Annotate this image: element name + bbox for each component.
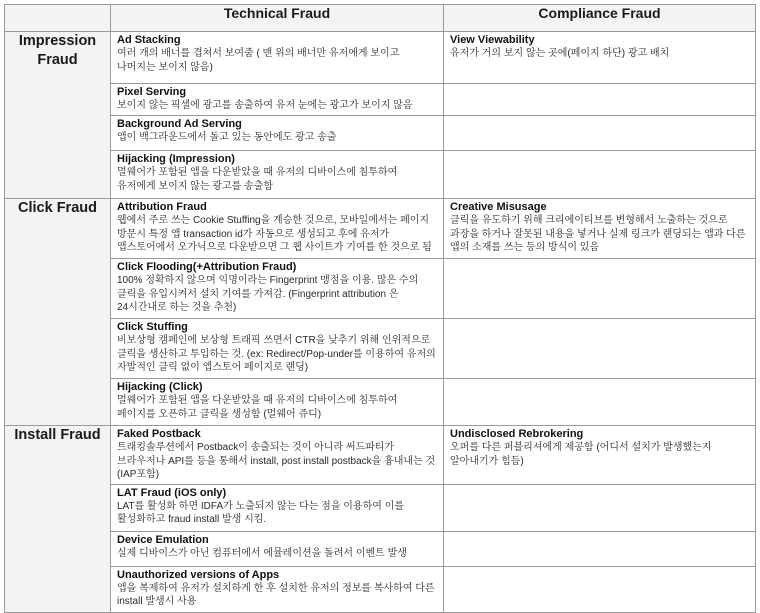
fraud-item-title: Faked Postback xyxy=(117,428,201,440)
fraud-item-title: View Viewability xyxy=(450,34,535,46)
compliance-fraud-cell xyxy=(444,426,756,485)
header-row xyxy=(5,5,756,32)
table-row xyxy=(5,379,756,426)
table-row xyxy=(5,484,756,531)
fraud-item-title: Click Stuffing xyxy=(117,321,188,333)
fraud-item-title: LAT Fraud (iOS only) xyxy=(117,486,227,499)
empty-compliance-cell xyxy=(444,531,756,566)
compliance-fraud-cell xyxy=(444,199,756,259)
table-row xyxy=(5,531,756,566)
fraud-item-title: Click Flooding(+Attribution Fraud) xyxy=(117,261,297,273)
technical-fraud-cell xyxy=(111,259,444,319)
fraud-item-description: 앱을 복제하여 유저가 설치하게 한 후 설치한 유저의 정보를 복사하여 다른 install 발생시 사용 xyxy=(117,582,435,607)
fraud-item-description: 트래킹솔루션에서 Postback이 송출되는 것이 아니라 써드파티가 브라우저나 API를 등을 통해서 install, post install postback을 흉내내는 것(IAP포함) xyxy=(117,442,436,480)
fraud-item-title: Hijacking (Impression) xyxy=(117,153,235,165)
fraud-item-description: 오퍼를 다른 퍼블리셔에게 제공함 (어디서 설치가 발생했는지 알아내기가 힘듬) xyxy=(450,442,712,467)
empty-compliance-cell xyxy=(444,379,756,426)
fraud-item-description: 웹에서 주로 쓰는 Cookie Stuffing을 계승한 것으로, 모바일에서는 페이지 방문시 특정 앱 transaction id가 자동으로 생성되고 후에 유저가 앱스토어에서 오가닉으로 다운받으면 그 웹 사이트가 기여를 한 것으로 됨 xyxy=(117,215,432,253)
fraud-item-description: 클릭을 유도하기 위해 크리에이티브를 변형해서 노출하는 것으로 과장을 하거나 잘못된 내용을 넣거나 실제 링크가 랜딩되는 앱과 다른 앱의 소재를 쓰는 등의 방식이 있음 xyxy=(450,215,746,253)
table-row xyxy=(5,151,756,199)
technical-fraud-header: Technical Fraud xyxy=(111,5,444,32)
empty-compliance-cell xyxy=(444,259,756,319)
technical-fraud-cell xyxy=(111,566,444,612)
fraud-item-description: 멀웨어가 포함된 앱을 다운받았을 때 유저의 디바이스에 침투하여 페이지를 오픈하고 클릭을 생성함 (멀웨어 쥬디) xyxy=(117,395,398,420)
table-row xyxy=(5,426,756,485)
technical-fraud-cell xyxy=(111,484,444,531)
table-row xyxy=(5,32,756,84)
corner-header-cell xyxy=(5,5,111,32)
table-row xyxy=(5,319,756,379)
fraud-item-title: Attribution Fraud xyxy=(117,201,207,213)
technical-fraud-cell xyxy=(111,426,444,485)
table-row xyxy=(5,199,756,259)
fraud-item-title: Device Emulation xyxy=(117,533,209,546)
technical-fraud-cell xyxy=(111,84,444,116)
empty-compliance-cell xyxy=(444,484,756,531)
category-install-fraud: Install Fraud xyxy=(5,426,111,613)
technical-fraud-cell xyxy=(111,116,444,151)
fraud-item-description: 비보상형 캠페인에 보상형 트래픽 쓰면서 CTR을 낮추기 위해 인위적으로 클릭을 생산하고 투입하는 것. (ex: Redirect/Pop-under를 이용하여 유저의 자발적인 클릭 없이 앱스토어 페이지로 랜딩) xyxy=(117,335,436,373)
category-impression-fraud: Impression Fraud xyxy=(5,32,111,199)
category-click-fraud: Click Fraud xyxy=(5,199,111,426)
fraud-item-title: Ad Stacking xyxy=(117,34,181,46)
fraud-item-description: 보이지 않는 픽셀에 광고를 송출하여 유저 눈에는 광고가 보이지 않음 xyxy=(117,100,413,111)
technical-fraud-cell xyxy=(111,151,444,199)
fraud-item-title: Unauthorized versions of Apps xyxy=(117,568,280,581)
compliance-fraud-cell xyxy=(444,32,756,84)
fraud-item-description: 유저가 거의 보지 않는 곳에(페이지 하단) 광고 배치 xyxy=(450,48,670,59)
technical-fraud-cell xyxy=(111,199,444,259)
table-row xyxy=(5,84,756,116)
empty-compliance-cell xyxy=(444,116,756,151)
fraud-item-title: Pixel Serving xyxy=(117,86,187,98)
technical-fraud-cell xyxy=(111,319,444,379)
empty-compliance-cell xyxy=(444,84,756,116)
fraud-item-title: Hijacking (Click) xyxy=(117,381,203,393)
fraud-item-title: Creative Misusage xyxy=(450,201,547,213)
fraud-item-title: Undisclosed Rebrokering xyxy=(450,428,584,440)
table-row xyxy=(5,116,756,151)
compliance-fraud-header: Compliance Fraud xyxy=(444,5,756,32)
empty-compliance-cell xyxy=(444,151,756,199)
technical-fraud-cell xyxy=(111,531,444,566)
fraud-item-description: 멀웨어가 포함된 앱을 다운받았을 때 유저의 디바이스에 침투하여 유저에게 보이지 않는 광고를 송출함 xyxy=(117,167,398,192)
table-row xyxy=(5,259,756,319)
table-row xyxy=(5,566,756,612)
fraud-item-description: 여러 개의 배너를 겹쳐서 보여줌 ( 맨 위의 배너만 유저에게 보이고 나머지는 보이지 않음) xyxy=(117,48,400,73)
technical-fraud-cell xyxy=(111,32,444,84)
fraud-item-description: LAT를 활성화 하면 IDFA가 노출되지 않는 다는 점을 이용하여 이를 활성화하고 fraud install 발생 시킴. xyxy=(117,500,405,525)
fraud-item-description: 실제 디바이스가 아닌 컴퓨터에서 에뮬레이션을 돌려서 이벤트 발생 xyxy=(117,547,407,559)
technical-fraud-cell xyxy=(111,379,444,426)
empty-compliance-cell xyxy=(444,319,756,379)
fraud-comparison-table xyxy=(4,4,756,613)
fraud-item-description: 앱이 백그라운드에서 돌고 있는 동안에도 광고 송출 xyxy=(117,132,337,143)
fraud-item-title: Background Ad Serving xyxy=(117,118,242,130)
fraud-item-description: 100% 정확하지 않으며 익명이라는 Fingerprint 맹점을 이용. 많은 수의 클릭을 유입시켜서 설치 기여를 가져감. (Fingerprint attribution 은 24시간내로 하는 것을 추천) xyxy=(117,275,419,313)
empty-compliance-cell xyxy=(444,566,756,612)
